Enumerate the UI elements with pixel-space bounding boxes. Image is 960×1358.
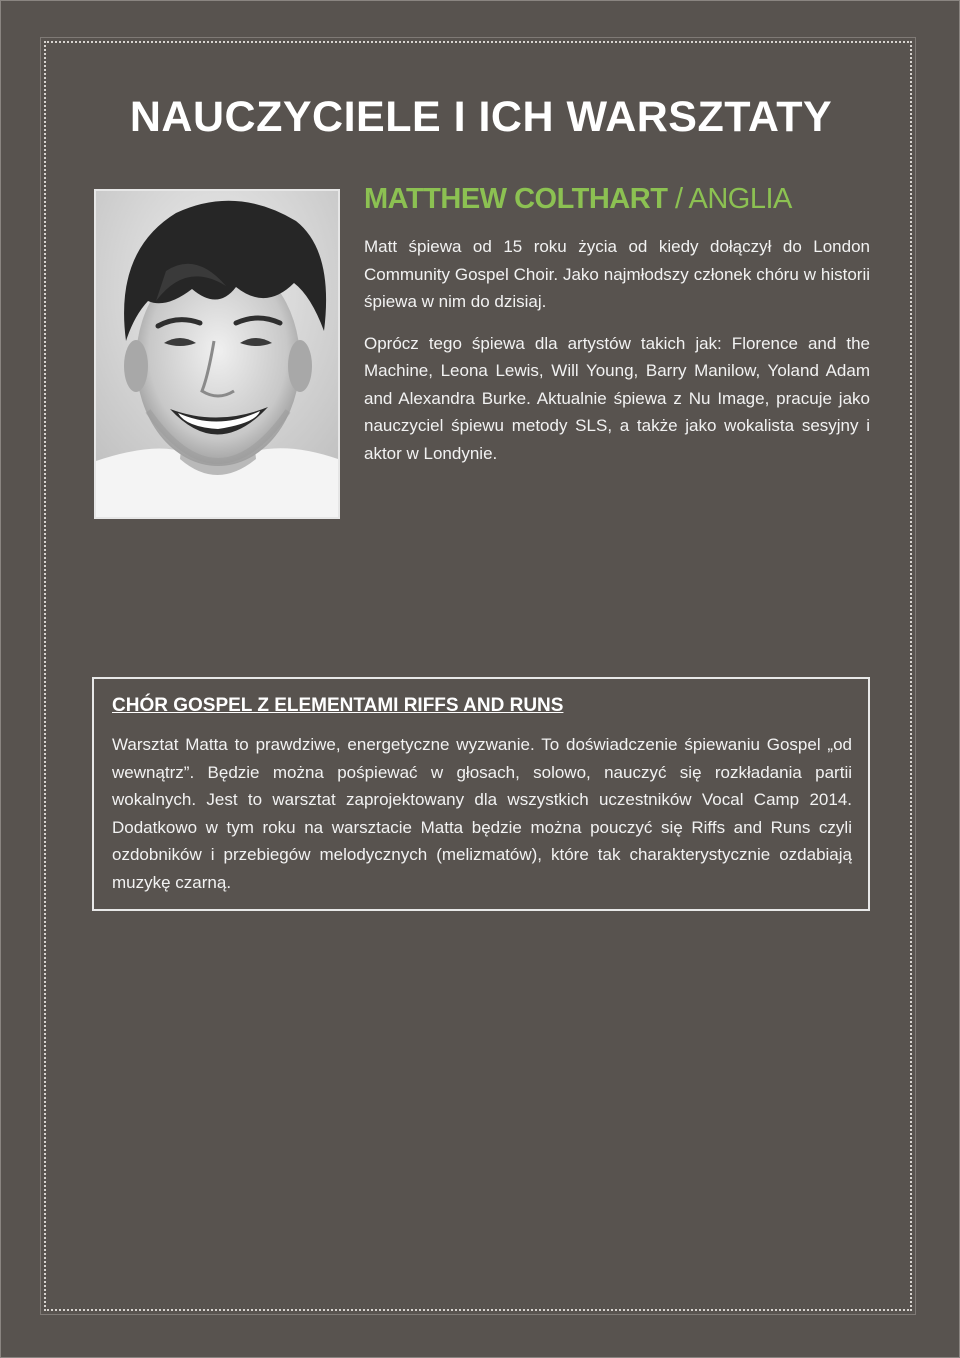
teacher-photo [94,189,340,519]
workshop-description: Warsztat Matta to prawdziwe, energetyczne wyzwanie. To doświadczenie śpiewaniu Gospel „od wewnątrz”. Będzie można pośpiewać w głosach, solowo, nauczyć się rozkładania partii wokalnych. Jest to warsztat zaprojektowany dla wszystkich uczestników Vocal Camp 2014. Dodatkowo w tym roku na warsztacie Matta będzie można pouczyć się Riffs and Runs czyli ozdobników i przebiegów melodycznych (melizmatów), które tak charakterystycznie ozdabiają muzykę czarną. [112,735,852,892]
teacher-heading [364,183,792,216]
bio-paragraph: Oprócz tego śpiewa dla artystów takich jak: Florence and the Machine, Leona Lewis, Will Young, Barry Manilow, Yoland Adam and Alexandra Burke. Aktualnie śpiewa z Nu Image, pracuje jako nauczyciel śpiewu metody SLS, a także jako wokalista sesyjny i aktor w Londynie. [364,333,870,463]
bio-paragraph: Matt śpiewa od 15 roku życia od kiedy dołączył do London Community Gospel Choir. Jako najmłodszy członek chóru w historii śpiewa w nim do dzisiaj. [364,237,870,311]
page-title: NAUCZYCIELE I ICH WARSZTATY [129,93,833,141]
portrait-icon [96,191,338,517]
teacher-bio [364,233,870,481]
name-separator: / [674,183,683,215]
workshop-title: CHÓR GOSPEL Z ELEMENTAMI RIFFS AND RUNS [112,695,564,716]
workshop-box [92,677,870,911]
teacher-name: MATTHEW COLTHART [364,183,668,215]
teacher-country: ANGLIA [688,183,792,215]
